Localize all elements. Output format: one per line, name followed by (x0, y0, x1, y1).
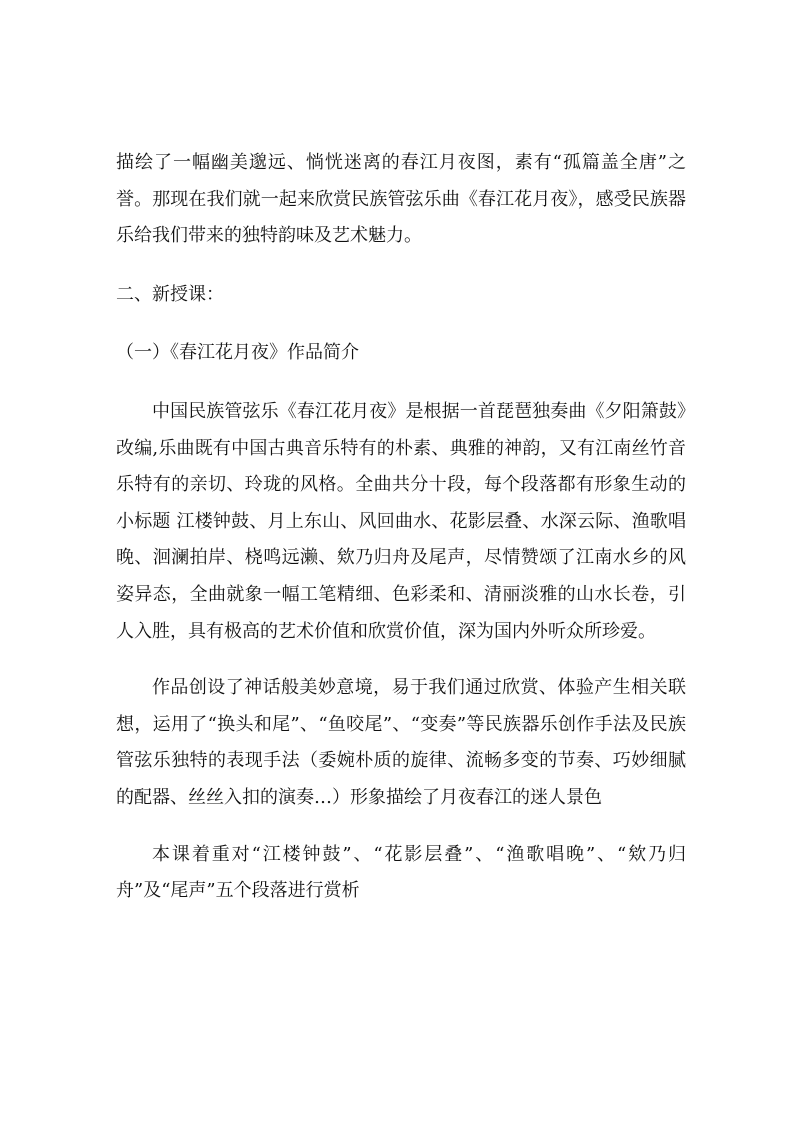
section-heading: 二、新授课： (116, 283, 224, 305)
intro-paragraph: 描绘了一幅幽美邈远、惝恍迷离的春江月夜图，素有“孤篇盖全唐”之誉。那现在我们就一起来欣赏民族管弦乐曲《春江花月夜》，感受民族器乐给我们带来的独特韵味及艺术魅力。 (116, 152, 686, 247)
document-body (116, 145, 686, 910)
paragraph-lesson-focus: 本课着重对“江楼钟鼓”、“花影层叠”、“渔歌唱晚”、“欸乃归舟”及“尾声”五个段落进行赏析 (116, 843, 686, 902)
subsection-heading: （一）《春江花月夜》作品简介 (116, 342, 359, 364)
paragraph-techniques: 作品创设了神话般美妙意境，易于我们通过欣赏、体验产生相关联想，运用了“换头和尾”、“鱼咬尾”、“变奏”等民族器乐创作手法及民族管弦乐独特的表现手法（委婉朴质的旋律、流畅多变的节奏、巧妙细腻的配器、丝丝入扣的演奏…）形象描绘了月夜春江的迷人景色 (116, 677, 686, 808)
paragraph-introduction: 中国民族管弦乐《春江花月夜》是根据一首琵琶独奏曲《夕阳箫鼓》改编,乐曲既有中国古典音乐特有的朴素、典雅的神韵，又有江南丝竹音乐特有的亲切、玲珑的风格。全曲共分十段，每个段落都有形象生动的小标题 江楼钟鼓、月上东山、风回曲水、花影层叠、水深云际、渔歌唱晚、洄澜拍岸、桡鸣远濑、欸乃归舟及尾声，尽情赞颂了江南水乡的风姿异态，全曲就象一幅工笔精细、色彩柔和、清丽淡雅的山水长卷，引人入胜，具有极高的艺术价值和欣赏价值，深为国内外听众所珍爱。 (116, 400, 686, 642)
